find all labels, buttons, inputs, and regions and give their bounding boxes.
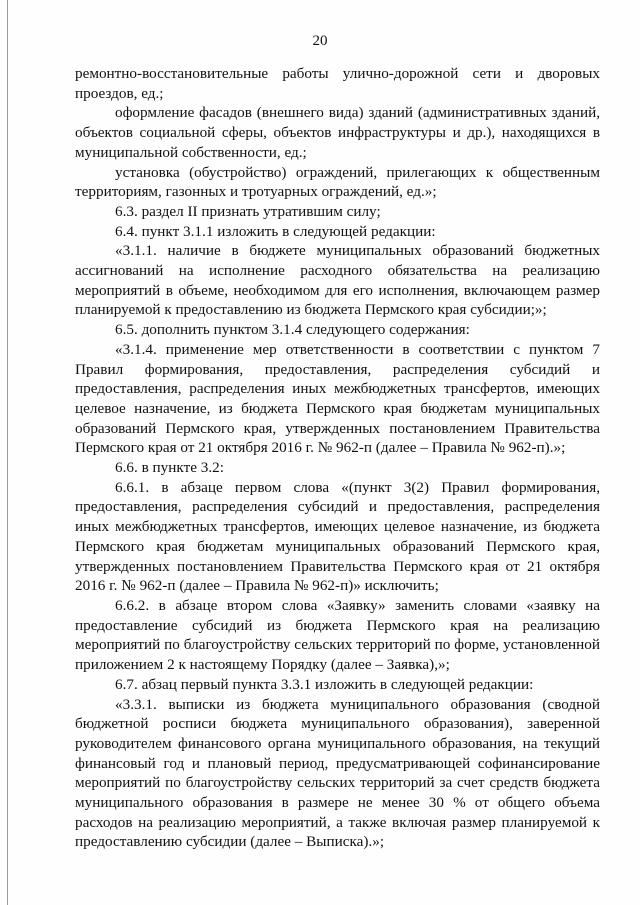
paragraph-9: 6.6. в пункте 3.2: <box>115 459 224 477</box>
page-number: 20 <box>312 33 328 49</box>
paragraph-4: 6.3. раздел II признать утратившим силу; <box>115 202 381 220</box>
paragraph-5: 6.4. пункт 3.1.1 изложить в следующей редакции: <box>115 222 436 240</box>
paragraph-2: оформление фасадов (внешнего вида) зданий (административных зданий, объектов социальной сферы, объектов инфраструктуры и др.), находящихся в муниципальной собственности, ед.; <box>75 104 600 161</box>
paragraph-6: «3.1.1. наличие в бюджете муниципальных образований бюджетных ассигнований на исполнение расходного обязательства на реализацию мероприятий в объеме, необходимом для его исполнения, включающем размер планируемой к предоставлению из бюджета Пермского края субсидии;»; <box>75 242 600 319</box>
scan-edge-line <box>7 0 8 905</box>
paragraph-11: 6.6.2. в абзаце втором слова «Заявку» заменить словами «заявку на предоставление субсидий из бюджета Пермского края на реализацию мероприятий по благоустройству сельских территорий по форме, установленной приложением 2 к настоящему Порядку (далее – Заявка),»; <box>75 596 600 674</box>
paragraph-8: «3.1.4. применение мер ответственности в соответствии с пунктом 7 Правил формирования, предоставления, распределения субсидий и предоставления, распределения иных межбюджетных трансфертов, имеющих целевое назначение, из бюджета Пермского края бюджетам муниципальных образований Пермского края, утвержденных постановлением Правительства Пермского края от 21 октября 2016 г. № 962-п (далее – Правила № 962-п).»; <box>75 340 600 457</box>
paragraph-7: 6.5. дополнить пунктом 3.1.4 следующего содержания: <box>115 321 470 339</box>
paragraph-1: ремонтно-восстановительные работы улично-дорожной сети и дворовых проездов, ед.; <box>75 65 600 102</box>
paragraph-13: «3.3.1. выписки из бюджета муниципального образования (сводной бюджетной росписи бюджета муниципального образования), заверенной руководителем финансового органа муниципального образования, на текущий финансовый год и плановый период, предусматривающей софинансирование мероприятий по благоустройству сельских территорий за счет средств бюджета муниципального образования в размере не менее 30 % от общего объема расходов на реализацию мероприятий, а также включая размер планируемой к предоставлению субсидии (далее – Выписка).»; <box>75 695 600 851</box>
paragraph-3: установка (обустройство) ограждений, прилегающих к общественным территориям, газонных и тротуарных ограждений, ед.»; <box>75 163 600 201</box>
paragraph-12: 6.7. абзац первый пункта 3.3.1 изложить в следующей редакции: <box>115 675 534 693</box>
paragraph-10: 6.6.1. в абзаце первом слова «(пункт 3(2) Правил формирования, предоставления, распределения субсидий и предоставления, распределения иных межбюджетных трансфертов, имеющих целевое назначение, из бюджета Пермского края бюджетам муниципальных образований Пермского края, утвержденных постановлением Правительства Пермского края от 21 октября 2016 г. № 962-п (далее – Правила № 962-п)» исключить; <box>75 478 600 595</box>
document-body <box>75 64 600 852</box>
